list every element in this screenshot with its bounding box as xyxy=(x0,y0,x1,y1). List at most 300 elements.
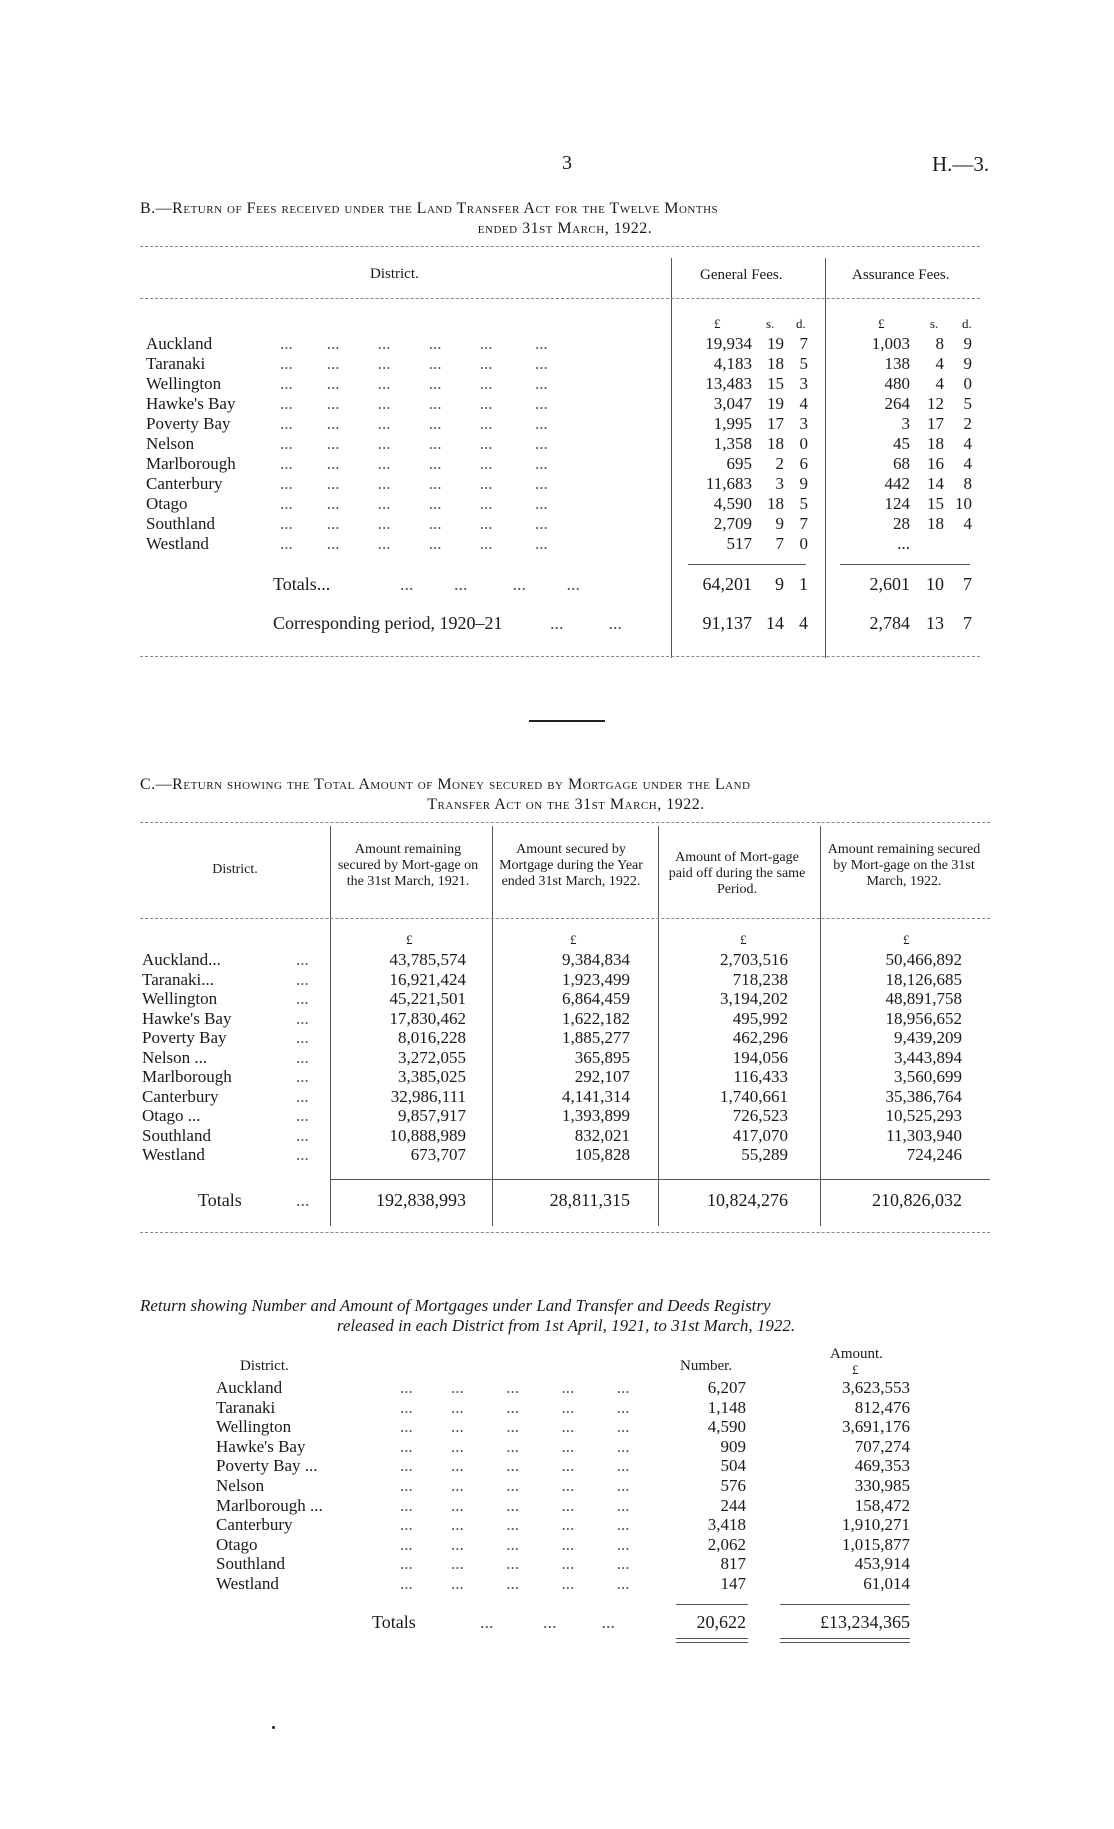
fees-row-general-shillings: 18 xyxy=(767,354,784,373)
mortgage-row-col2: 292,107 xyxy=(574,1067,630,1086)
fees-unit-shilling: s. xyxy=(766,316,775,331)
fees-row-assurance-shillings: 14 xyxy=(927,474,944,493)
fees-row-assurance-pence: 4 xyxy=(963,514,972,533)
fees-totals-row xyxy=(140,574,980,594)
released-sum-rule-2 xyxy=(780,1604,910,1605)
released-row-district: Auckland xyxy=(216,1378,283,1397)
fees-row-general-shillings: 19 xyxy=(767,334,784,353)
mortgage-row-district: Poverty Bay xyxy=(142,1028,227,1047)
fees-row-general-pounds: 695 xyxy=(726,454,752,473)
fees-row-general-pounds: 1,995 xyxy=(713,414,752,433)
fees-corresponding-general-shillings: 14 xyxy=(766,613,784,633)
mortgage-row-col2: 1,622,182 xyxy=(562,1008,630,1028)
mortgage-row-col2: 832,021 xyxy=(574,1125,630,1145)
mortgage-row-col4: 50,466,892 xyxy=(885,950,962,969)
released-row-number: 4,590 xyxy=(707,1417,746,1437)
released-row-district: Marlborough ... xyxy=(216,1495,323,1515)
released-title-line2: released in each District from 1st April, 1921, to 31st March, 1922. xyxy=(336,1316,796,1335)
released-row xyxy=(210,1476,910,1496)
released-row-leader-dots: ... ... ... ... ... xyxy=(400,1515,630,1535)
mortgage-row-col2: 9,384,834 xyxy=(562,950,630,969)
fees-row-assurance-pounds: 3 xyxy=(901,414,910,433)
mortgage-row-district: Marlborough xyxy=(142,1067,232,1086)
mortgage-header-col3: Amount of Mort-gage paid off during the same Period. xyxy=(668,850,806,897)
mortgage-row xyxy=(140,1028,990,1048)
fees-row-leader-dots: ... ... ... ... ... ... xyxy=(280,374,548,393)
fees-row-assurance-pence: 9 xyxy=(963,334,972,353)
released-row xyxy=(210,1417,910,1437)
fees-row-leader-dots: ... ... ... ... ... ... xyxy=(280,394,548,413)
mortgage-row-col4: 3,560,699 xyxy=(894,1067,962,1086)
mortgage-row-col4: 35,386,764 xyxy=(885,1086,962,1106)
mortgage-row-col3: 1,740,661 xyxy=(720,1086,788,1106)
fees-corresponding-row xyxy=(140,613,980,633)
fees-row-assurance-pounds: 28 xyxy=(893,514,910,533)
mortgage-totals-col1: 192,838,993 xyxy=(376,1190,466,1210)
fees-row xyxy=(140,434,980,454)
released-row-number: 504 xyxy=(720,1456,746,1476)
fees-row xyxy=(140,474,980,494)
mortgage-row-col3: 2,703,516 xyxy=(720,950,788,969)
released-row xyxy=(210,1398,910,1418)
fees-bottom-rule xyxy=(140,656,980,657)
fees-row-general-pence: 4 xyxy=(799,394,808,413)
fees-row xyxy=(140,414,980,434)
mortgage-row-leader-dots: ... xyxy=(296,1028,309,1047)
mortgage-row xyxy=(140,989,990,1009)
released-row xyxy=(210,1456,910,1476)
fees-row-assurance-pence: 0 xyxy=(963,374,972,393)
mortgage-row-leader-dots: ... xyxy=(296,1125,309,1145)
fees-row-district: Otago xyxy=(146,494,188,513)
mortgage-row-col4: 10,525,293 xyxy=(885,1106,962,1125)
released-row-amount: 61,014 xyxy=(863,1574,910,1593)
fees-row-general-shillings: 18 xyxy=(767,434,784,453)
mortgage-row-col4: 18,126,685 xyxy=(885,969,962,989)
fees-row-general-pence: 3 xyxy=(799,374,808,393)
fees-row-assurance-pounds: ... xyxy=(897,534,910,553)
mortgage-row-leader-dots: ... xyxy=(296,950,309,969)
fees-row-assurance-pounds: 138 xyxy=(884,354,910,373)
released-row-district: Nelson xyxy=(216,1476,265,1495)
fees-row-assurance-shillings: 18 xyxy=(927,434,944,453)
released-row-amount: 812,476 xyxy=(854,1397,910,1417)
mortgage-row-col3: 462,296 xyxy=(732,1028,788,1047)
fees-row-assurance-shillings: 17 xyxy=(927,414,944,433)
fees-row-assurance-shillings: 16 xyxy=(927,454,944,473)
fees-row xyxy=(140,354,980,374)
released-row-number: 244 xyxy=(720,1495,746,1515)
mortgage-row-district: Hawke's Bay xyxy=(142,1008,232,1028)
fees-row-general-pence: 7 xyxy=(799,334,808,353)
mortgage-row-leader-dots: ... xyxy=(296,1067,309,1086)
fees-row-district: Auckland xyxy=(146,334,213,353)
mortgage-title-line1: C.—Return showing the Total Amount of Money secured by Mortgage under the Land xyxy=(140,776,751,793)
released-row-leader-dots: ... ... ... ... ... xyxy=(400,1378,630,1397)
released-row-amount: 158,472 xyxy=(854,1495,910,1515)
fees-row-assurance-pounds: 264 xyxy=(884,394,910,413)
mortgage-row-col4: 9,439,209 xyxy=(894,1028,962,1047)
fees-row-general-shillings: 3 xyxy=(775,474,784,493)
page-code: H.—3. xyxy=(932,152,990,176)
released-header-amount: Amount. xyxy=(830,1346,883,1362)
released-totals-row xyxy=(210,1612,910,1632)
fees-corresponding-general-pounds: 91,137 xyxy=(702,613,752,633)
mortgage-row-col4: 18,956,652 xyxy=(885,1008,962,1028)
fees-row-general-shillings: 18 xyxy=(767,494,784,513)
mortgage-row-col1: 3,385,025 xyxy=(398,1067,466,1086)
mortgage-row-leader-dots: ... xyxy=(296,1106,309,1125)
fees-row-general-pence: 0 xyxy=(799,434,808,453)
fees-row-assurance-shillings: 18 xyxy=(927,514,944,533)
released-row-amount: 3,691,176 xyxy=(842,1417,910,1437)
fees-header-assurance: Assurance Fees. xyxy=(852,267,950,283)
fees-header-district: District. xyxy=(370,266,419,282)
fees-row-general-pounds: 3,047 xyxy=(713,394,752,413)
fees-row-general-shillings: 17 xyxy=(767,414,784,433)
released-row-number: 2,062 xyxy=(707,1534,746,1554)
fees-corresponding-dots: ... ... xyxy=(550,613,622,633)
released-row-amount: 707,274 xyxy=(854,1436,910,1456)
fees-sum-rule-2 xyxy=(840,564,970,565)
fees-row xyxy=(140,454,980,474)
released-row-district: Poverty Bay ... xyxy=(216,1456,318,1476)
released-sum-rule-1 xyxy=(676,1604,748,1605)
mortgage-row xyxy=(140,1087,990,1107)
mortgage-row-col3: 194,056 xyxy=(732,1047,788,1067)
mortgage-header-district: District. xyxy=(212,862,258,877)
mortgage-header-col4: Amount remaining secured by Mort-gage on the 31st March, 1922. xyxy=(827,842,981,889)
mortgage-totals-dots: ... xyxy=(296,1190,310,1210)
fees-row-general-shillings: 9 xyxy=(775,514,784,533)
fees-row-general-shillings: 2 xyxy=(775,454,784,473)
fees-row-leader-dots: ... ... ... ... ... ... xyxy=(280,454,548,473)
fees-row-general-pounds: 4,183 xyxy=(713,354,752,373)
fees-row xyxy=(140,334,980,354)
fees-totals-general-pounds: 64,201 xyxy=(702,574,752,594)
fees-totals-dots: ... ... ... ... xyxy=(400,574,580,594)
stray-dot xyxy=(272,1726,275,1729)
fees-row-assurance-pence: 4 xyxy=(963,434,972,453)
released-table xyxy=(210,1342,910,1662)
fees-unit-shilling-2: s. xyxy=(930,316,939,331)
mortgage-table xyxy=(140,822,990,1242)
fees-header-general: General Fees. xyxy=(700,267,783,283)
mortgage-row-col1: 17,830,462 xyxy=(389,1008,466,1028)
released-row xyxy=(210,1535,910,1555)
fees-row-assurance-pence: 10 xyxy=(955,494,972,513)
fees-totals-assurance-pence: 7 xyxy=(963,574,972,594)
released-row-number: 576 xyxy=(720,1476,746,1495)
mortgage-title-line2: Transfer Act on the 31st March, 1922. xyxy=(427,796,705,813)
mortgage-row-col2: 105,828 xyxy=(574,1145,630,1164)
mortgage-row-col3: 726,523 xyxy=(732,1106,788,1125)
mortgage-row-district: Auckland... xyxy=(142,950,221,969)
mortgage-top-rule xyxy=(140,822,990,823)
released-row-number: 147 xyxy=(720,1574,746,1593)
mortgage-row xyxy=(140,950,990,970)
fees-row-assurance-pence: 2 xyxy=(963,414,972,433)
released-row-amount: 453,914 xyxy=(854,1554,910,1574)
fees-unit-pence: d. xyxy=(796,316,806,331)
mortgage-row xyxy=(140,1145,990,1165)
released-row xyxy=(210,1378,910,1398)
released-row-number: 1,148 xyxy=(707,1397,746,1417)
released-row-amount: 330,985 xyxy=(854,1476,910,1495)
fees-totals-label: Totals... xyxy=(273,574,331,594)
fees-row-assurance-pounds: 124 xyxy=(884,494,910,513)
released-totals-dots: ... ... ... xyxy=(480,1612,615,1632)
mortgage-row-col2: 365,895 xyxy=(574,1047,630,1067)
fees-title-line1: B.—Return of Fees received under the Land Transfer Act for the Twelve Months xyxy=(140,200,719,217)
mortgage-header-col1: Amount remaining secured by Mort-gage on the 31st March, 1921. xyxy=(337,842,479,889)
fees-row xyxy=(140,394,980,414)
fees-header-rule xyxy=(140,298,980,299)
released-row-district: Southland xyxy=(216,1554,285,1574)
fees-unit-pound: £ xyxy=(714,316,721,331)
mortgage-row xyxy=(140,1009,990,1029)
mortgage-row-district: Taranaki... xyxy=(142,969,214,989)
released-row xyxy=(210,1574,910,1594)
released-row-leader-dots: ... ... ... ... ... xyxy=(400,1534,630,1554)
fees-row-assurance-pounds: 1,003 xyxy=(871,334,910,353)
released-double-rule-1b xyxy=(676,1642,748,1643)
released-totals-number: 20,622 xyxy=(696,1612,746,1632)
mortgage-totals-row xyxy=(140,1190,990,1210)
released-row-leader-dots: ... ... ... ... ... xyxy=(400,1476,630,1495)
mortgage-row-district: Wellington xyxy=(142,989,218,1008)
released-row-amount: 3,623,553 xyxy=(842,1378,910,1397)
mortgage-row-col1: 10,888,989 xyxy=(389,1125,466,1145)
mortgage-row-col4: 724,246 xyxy=(906,1145,962,1164)
fees-corresponding-assurance-pence: 7 xyxy=(963,613,972,633)
mortgage-row-col2: 1,885,277 xyxy=(562,1028,630,1047)
fees-row-assurance-pence: 8 xyxy=(963,474,972,493)
released-row-leader-dots: ... ... ... ... ... xyxy=(400,1495,630,1515)
fees-row-general-pounds: 4,590 xyxy=(713,494,752,513)
fees-title-line2: ended 31st March, 1922. xyxy=(477,220,653,237)
released-row-district: Westland xyxy=(216,1574,279,1593)
mortgage-row-col4: 11,303,940 xyxy=(886,1125,962,1145)
mortgage-bottom-rule xyxy=(140,1232,990,1233)
fees-row-assurance-pounds: 68 xyxy=(893,454,910,473)
fees-totals-assurance-pounds: 2,601 xyxy=(869,574,910,594)
released-row-district: Otago xyxy=(216,1534,258,1554)
released-row-amount: 1,910,271 xyxy=(842,1515,910,1535)
mortgage-row-col4: 48,891,758 xyxy=(885,989,962,1008)
fees-row-district: Taranaki xyxy=(146,354,206,373)
fees-row-general-pounds: 1,358 xyxy=(713,434,752,453)
fees-row-district: Southland xyxy=(146,514,215,533)
fees-row-assurance-pence: 5 xyxy=(963,394,972,413)
fees-unit-pound-2: £ xyxy=(878,316,885,331)
fees-row-general-pence: 6 xyxy=(799,454,808,473)
fees-units-row xyxy=(140,314,980,334)
mortgage-row-col2: 1,923,499 xyxy=(562,969,630,989)
mortgage-unit-col2: £ xyxy=(570,932,577,947)
released-row-leader-dots: ... ... ... ... ... xyxy=(400,1397,630,1417)
fees-totals-assurance-shillings: 10 xyxy=(926,574,944,594)
released-double-rule-2b xyxy=(780,1642,910,1643)
fees-totals-general-shillings: 9 xyxy=(775,574,784,594)
mortgage-row xyxy=(140,1126,990,1146)
mortgage-row-leader-dots: ... xyxy=(296,969,309,989)
mortgage-totals-col2: 28,811,315 xyxy=(549,1190,630,1210)
fees-row-assurance-pounds: 45 xyxy=(893,434,910,453)
mortgage-header-rule xyxy=(140,918,990,919)
released-row-district: Taranaki xyxy=(216,1397,276,1417)
fees-row-leader-dots: ... ... ... ... ... ... xyxy=(280,514,548,533)
released-row-number: 909 xyxy=(720,1436,746,1456)
mortgage-units-row xyxy=(140,930,990,950)
fees-row-leader-dots: ... ... ... ... ... ... xyxy=(280,434,548,453)
released-row-district: Canterbury xyxy=(216,1515,293,1535)
fees-row xyxy=(140,534,980,554)
fees-row-assurance-shillings: 4 xyxy=(935,374,944,393)
fees-totals-general-pence: 1 xyxy=(799,574,808,594)
mortgage-row-col1: 32,986,111 xyxy=(390,1086,466,1106)
mortgage-row-col3: 3,194,202 xyxy=(720,989,788,1008)
mortgage-row-col3: 116,433 xyxy=(733,1067,788,1086)
mortgage-row-leader-dots: ... xyxy=(296,989,309,1008)
released-row-leader-dots: ... ... ... ... ... xyxy=(400,1554,630,1574)
mortgage-row-col1: 43,785,574 xyxy=(389,950,466,969)
released-double-rule-2a xyxy=(780,1638,910,1639)
mortgage-row-col3: 417,070 xyxy=(732,1125,788,1145)
mortgage-row-col2: 1,393,899 xyxy=(562,1106,630,1125)
released-title-line1: Return showing Number and Amount of Mortgages under Land Transfer and Deeds Registry xyxy=(140,1296,771,1315)
released-row xyxy=(210,1515,910,1535)
released-row-amount: 469,353 xyxy=(854,1456,910,1476)
released-row-leader-dots: ... ... ... ... ... xyxy=(400,1456,630,1476)
mortgage-row-leader-dots: ... xyxy=(296,1008,309,1028)
fees-row-general-pounds: 11,683 xyxy=(705,474,752,493)
fees-row-general-shillings: 19 xyxy=(767,394,784,413)
fees-row-general-pence: 7 xyxy=(799,514,808,533)
mortgage-row-col1: 3,272,055 xyxy=(398,1047,466,1067)
fees-row-district: Nelson xyxy=(146,434,195,453)
mortgage-row-col3: 55,289 xyxy=(741,1145,788,1164)
mortgage-row-col1: 45,221,501 xyxy=(389,989,466,1008)
released-row-leader-dots: ... ... ... ... ... xyxy=(400,1417,630,1437)
mortgage-unit-col4: £ xyxy=(903,932,910,947)
released-totals-label: Totals xyxy=(372,1612,416,1632)
released-header-number: Number. xyxy=(680,1358,733,1374)
fees-sum-rule-1 xyxy=(688,564,806,565)
released-row-district: Wellington xyxy=(216,1417,292,1437)
fees-row-general-pounds: 517 xyxy=(726,534,752,553)
fees-row-leader-dots: ... ... ... ... ... ... xyxy=(280,474,548,493)
fees-row-assurance-shillings: 4 xyxy=(935,354,944,373)
fees-row-leader-dots: ... ... ... ... ... ... xyxy=(280,354,548,373)
fees-row xyxy=(140,514,980,534)
fees-row-general-pounds: 13,483 xyxy=(705,374,752,393)
mortgage-row xyxy=(140,1106,990,1126)
mortgage-row-col3: 718,238 xyxy=(732,969,788,989)
fees-row-assurance-shillings: 15 xyxy=(927,494,944,513)
fees-row-assurance-pounds: 442 xyxy=(884,474,910,493)
fees-row-general-pounds: 19,934 xyxy=(705,334,752,353)
released-double-rule-1a xyxy=(676,1638,748,1639)
fees-row-district: Poverty Bay xyxy=(146,414,231,433)
fees-row-district: Wellington xyxy=(146,374,222,393)
mortgage-row-col1: 8,016,228 xyxy=(398,1028,466,1047)
fees-row-district: Hawke's Bay xyxy=(146,394,236,413)
mortgage-row-col3: 495,992 xyxy=(732,1008,788,1028)
fees-unit-pence-2: d. xyxy=(962,316,972,331)
fees-corresponding-label: Corresponding period, 1920–21 xyxy=(273,613,503,633)
fees-row-general-pence: 9 xyxy=(799,474,808,493)
mortgage-row-leader-dots: ... xyxy=(296,1086,309,1106)
mortgage-row-col1: 673,707 xyxy=(410,1145,466,1164)
mortgage-row xyxy=(140,1048,990,1068)
fees-row-assurance-shillings: 8 xyxy=(935,334,944,353)
mortgage-row-col4: 3,443,894 xyxy=(894,1047,962,1067)
fees-row-leader-dots: ... ... ... ... ... ... xyxy=(280,334,548,353)
page-number: 3 xyxy=(562,152,572,174)
mortgage-row-col1: 16,921,424 xyxy=(389,969,466,989)
mortgage-row-district: Nelson ... xyxy=(142,1047,208,1067)
fees-row-assurance-pounds: 480 xyxy=(884,374,910,393)
mortgage-sum-rule xyxy=(330,1179,990,1180)
fees-table xyxy=(140,246,980,666)
fees-row-district: Westland xyxy=(146,534,209,553)
fees-row-general-pence: 0 xyxy=(799,534,808,553)
released-row-number: 6,207 xyxy=(707,1378,746,1397)
mortgage-row-district: Canterbury xyxy=(142,1086,219,1106)
released-row-district: Hawke's Bay xyxy=(216,1436,306,1456)
fees-top-rule xyxy=(140,246,980,247)
mortgage-row-col1: 9,857,917 xyxy=(398,1106,466,1125)
mortgage-row xyxy=(140,970,990,990)
fees-row-general-pounds: 2,709 xyxy=(713,514,752,533)
fees-corresponding-assurance-shillings: 13 xyxy=(926,613,944,633)
mortgage-unit-col3: £ xyxy=(740,932,747,947)
released-row-leader-dots: ... ... ... ... ... xyxy=(400,1574,630,1593)
fees-row-leader-dots: ... ... ... ... ... ... xyxy=(280,494,548,513)
mortgage-row-leader-dots: ... xyxy=(296,1145,309,1164)
mortgage-totals-label: Totals xyxy=(198,1190,242,1210)
mortgage-row-col2: 6,864,459 xyxy=(562,989,630,1008)
fees-row-general-pence: 3 xyxy=(799,414,808,433)
mortgage-row-district: Westland xyxy=(142,1145,205,1164)
mortgage-unit-col1: £ xyxy=(406,932,413,947)
released-row xyxy=(210,1554,910,1574)
released-totals-amount: £13,234,365 xyxy=(820,1612,910,1632)
mortgage-header-col2: Amount secured by Mortgage during the Year ended 31st March, 1922. xyxy=(499,842,643,889)
mortgage-totals-col4: 210,826,032 xyxy=(872,1190,962,1210)
released-row-number: 817 xyxy=(720,1554,746,1574)
released-row xyxy=(210,1437,910,1457)
mortgage-row xyxy=(140,1067,990,1087)
fees-row-general-shillings: 15 xyxy=(767,374,784,393)
fees-row-leader-dots: ... ... ... ... ... ... xyxy=(280,534,548,553)
released-row-number: 3,418 xyxy=(707,1515,746,1535)
mortgage-row-district: Southland xyxy=(142,1125,211,1145)
released-row-leader-dots: ... ... ... ... ... xyxy=(400,1436,630,1456)
mortgage-row-district: Otago ... xyxy=(142,1106,201,1125)
released-header-unit: £ xyxy=(852,1362,859,1377)
fees-row-district: Marlborough xyxy=(146,454,236,473)
fees-row-assurance-pence: 4 xyxy=(963,454,972,473)
mortgage-row-leader-dots: ... xyxy=(296,1047,309,1067)
fees-corresponding-assurance-pounds: 2,784 xyxy=(869,613,910,633)
mortgage-totals-col3: 10,824,276 xyxy=(707,1190,788,1210)
released-row-amount: 1,015,877 xyxy=(842,1534,910,1554)
fees-corresponding-general-pence: 4 xyxy=(799,613,808,633)
mortgage-row-col2: 4,141,314 xyxy=(562,1086,630,1106)
released-row xyxy=(210,1496,910,1516)
